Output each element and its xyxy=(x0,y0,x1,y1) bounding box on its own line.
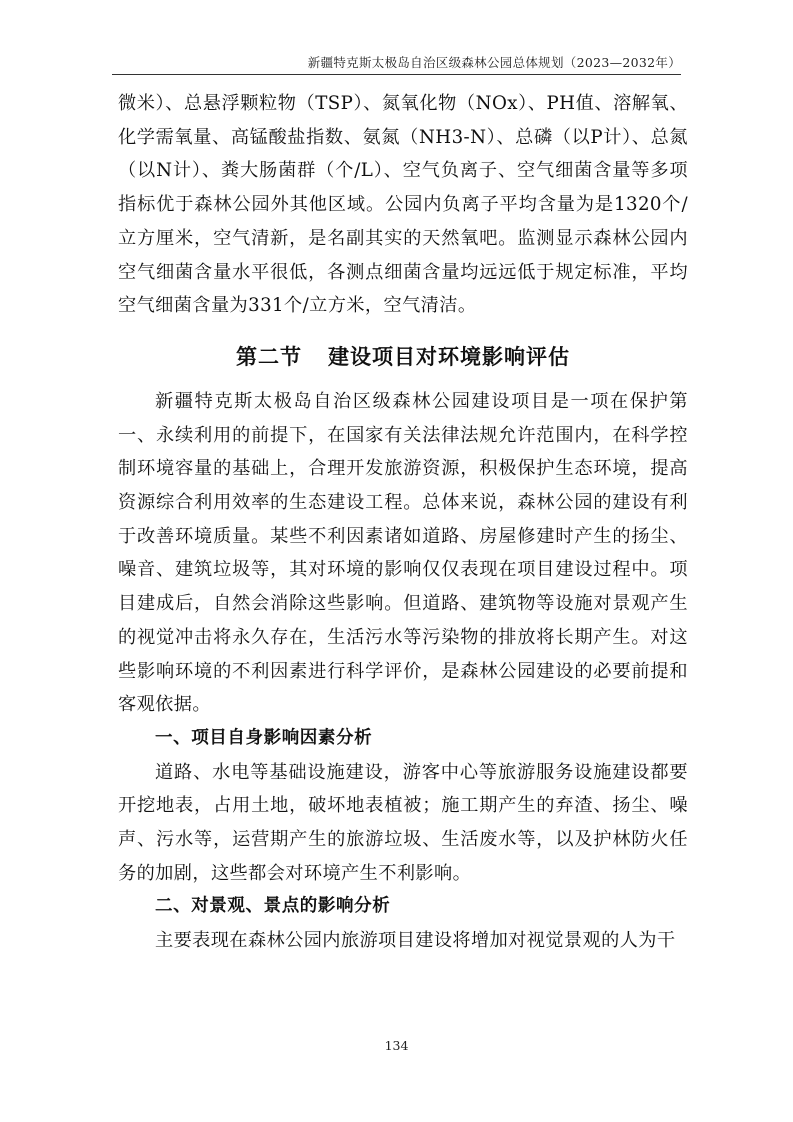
paragraph-air-quality: 微米）、总悬浮颗粒物（TSP）、氮氧化物（NOx）、PH值、溶解氧、化学需氧量、高锰酸盐指数、氨氮（NH3-N）、总磷（以P计）、总氮（以N计）、粪大肠菌群（个/L）、空气负离子、空气细菌含量等多项指标优于森林公园外其他区域。公园内负离子平均含量为是1320个/立方厘米，空气清新，是名副其实的天然氧吧。监测显示森林公园内空气细菌含量水平很低，各测点细菌含量均远远低于规定标准，平均空气细菌含量为331个/立方米，空气清洁。 xyxy=(118,93,688,317)
paragraph-project-overview: 新疆特克斯太极岛自治区级森林公园建设项目是一项在保护第一、永续利用的前提下，在国家有关法律法规允许范围内，在科学控制环境容量的基础上，合理开发旅游资源，积极保护生态环境，提高资源综合利用效率的生态建设工程。总体来说，森林公园的建设有利于改善环境质量。某些不利因素诸如道路、房屋修建时产生的扬尘、噪音、建筑垃圾等，其对环境的影响仅仅表现在项目建设过程中。项目建成后，自然会消除这些影响。但道路、建筑物等设施对景观产生的视觉冲击将永久存在，生活污水等污染物的排放将长期产生。对这些影响环境的不利因素进行科学评价，是森林公园建设的必要前提和客观依据。 xyxy=(118,390,688,716)
section-label: 第二节 xyxy=(236,344,302,369)
running-header: 新疆特克斯太极岛自治区级森林公园总体规划（2023—2032年） xyxy=(307,55,681,70)
section-title: 建设项目对环境影响评估 xyxy=(328,344,570,369)
page-number: 134 xyxy=(384,1038,409,1053)
page-content xyxy=(118,87,688,958)
subsection-heading-1: 一、项目自身影响因素分析 xyxy=(155,727,373,748)
section-heading xyxy=(118,341,688,371)
paragraph-project-factors: 道路、水电等基础设施建设，游客中心等旅游服务设施建设都要开挖地表，占用土地，破坏地表植被；施工期产生的弃渣、扬尘、噪声、污水等，运营期产生的旅游垃圾、生活废水等，以及护林防火任务的加剧，这些都会对环境产生不利影响。 xyxy=(118,761,688,884)
header-rule xyxy=(112,74,681,75)
paragraph-landscape-impact: 主要表现在森林公园内旅游项目建设将增加对视觉景观的人为干 xyxy=(155,930,676,952)
subsection-heading-2: 二、对景观、景点的影响分析 xyxy=(155,896,391,917)
